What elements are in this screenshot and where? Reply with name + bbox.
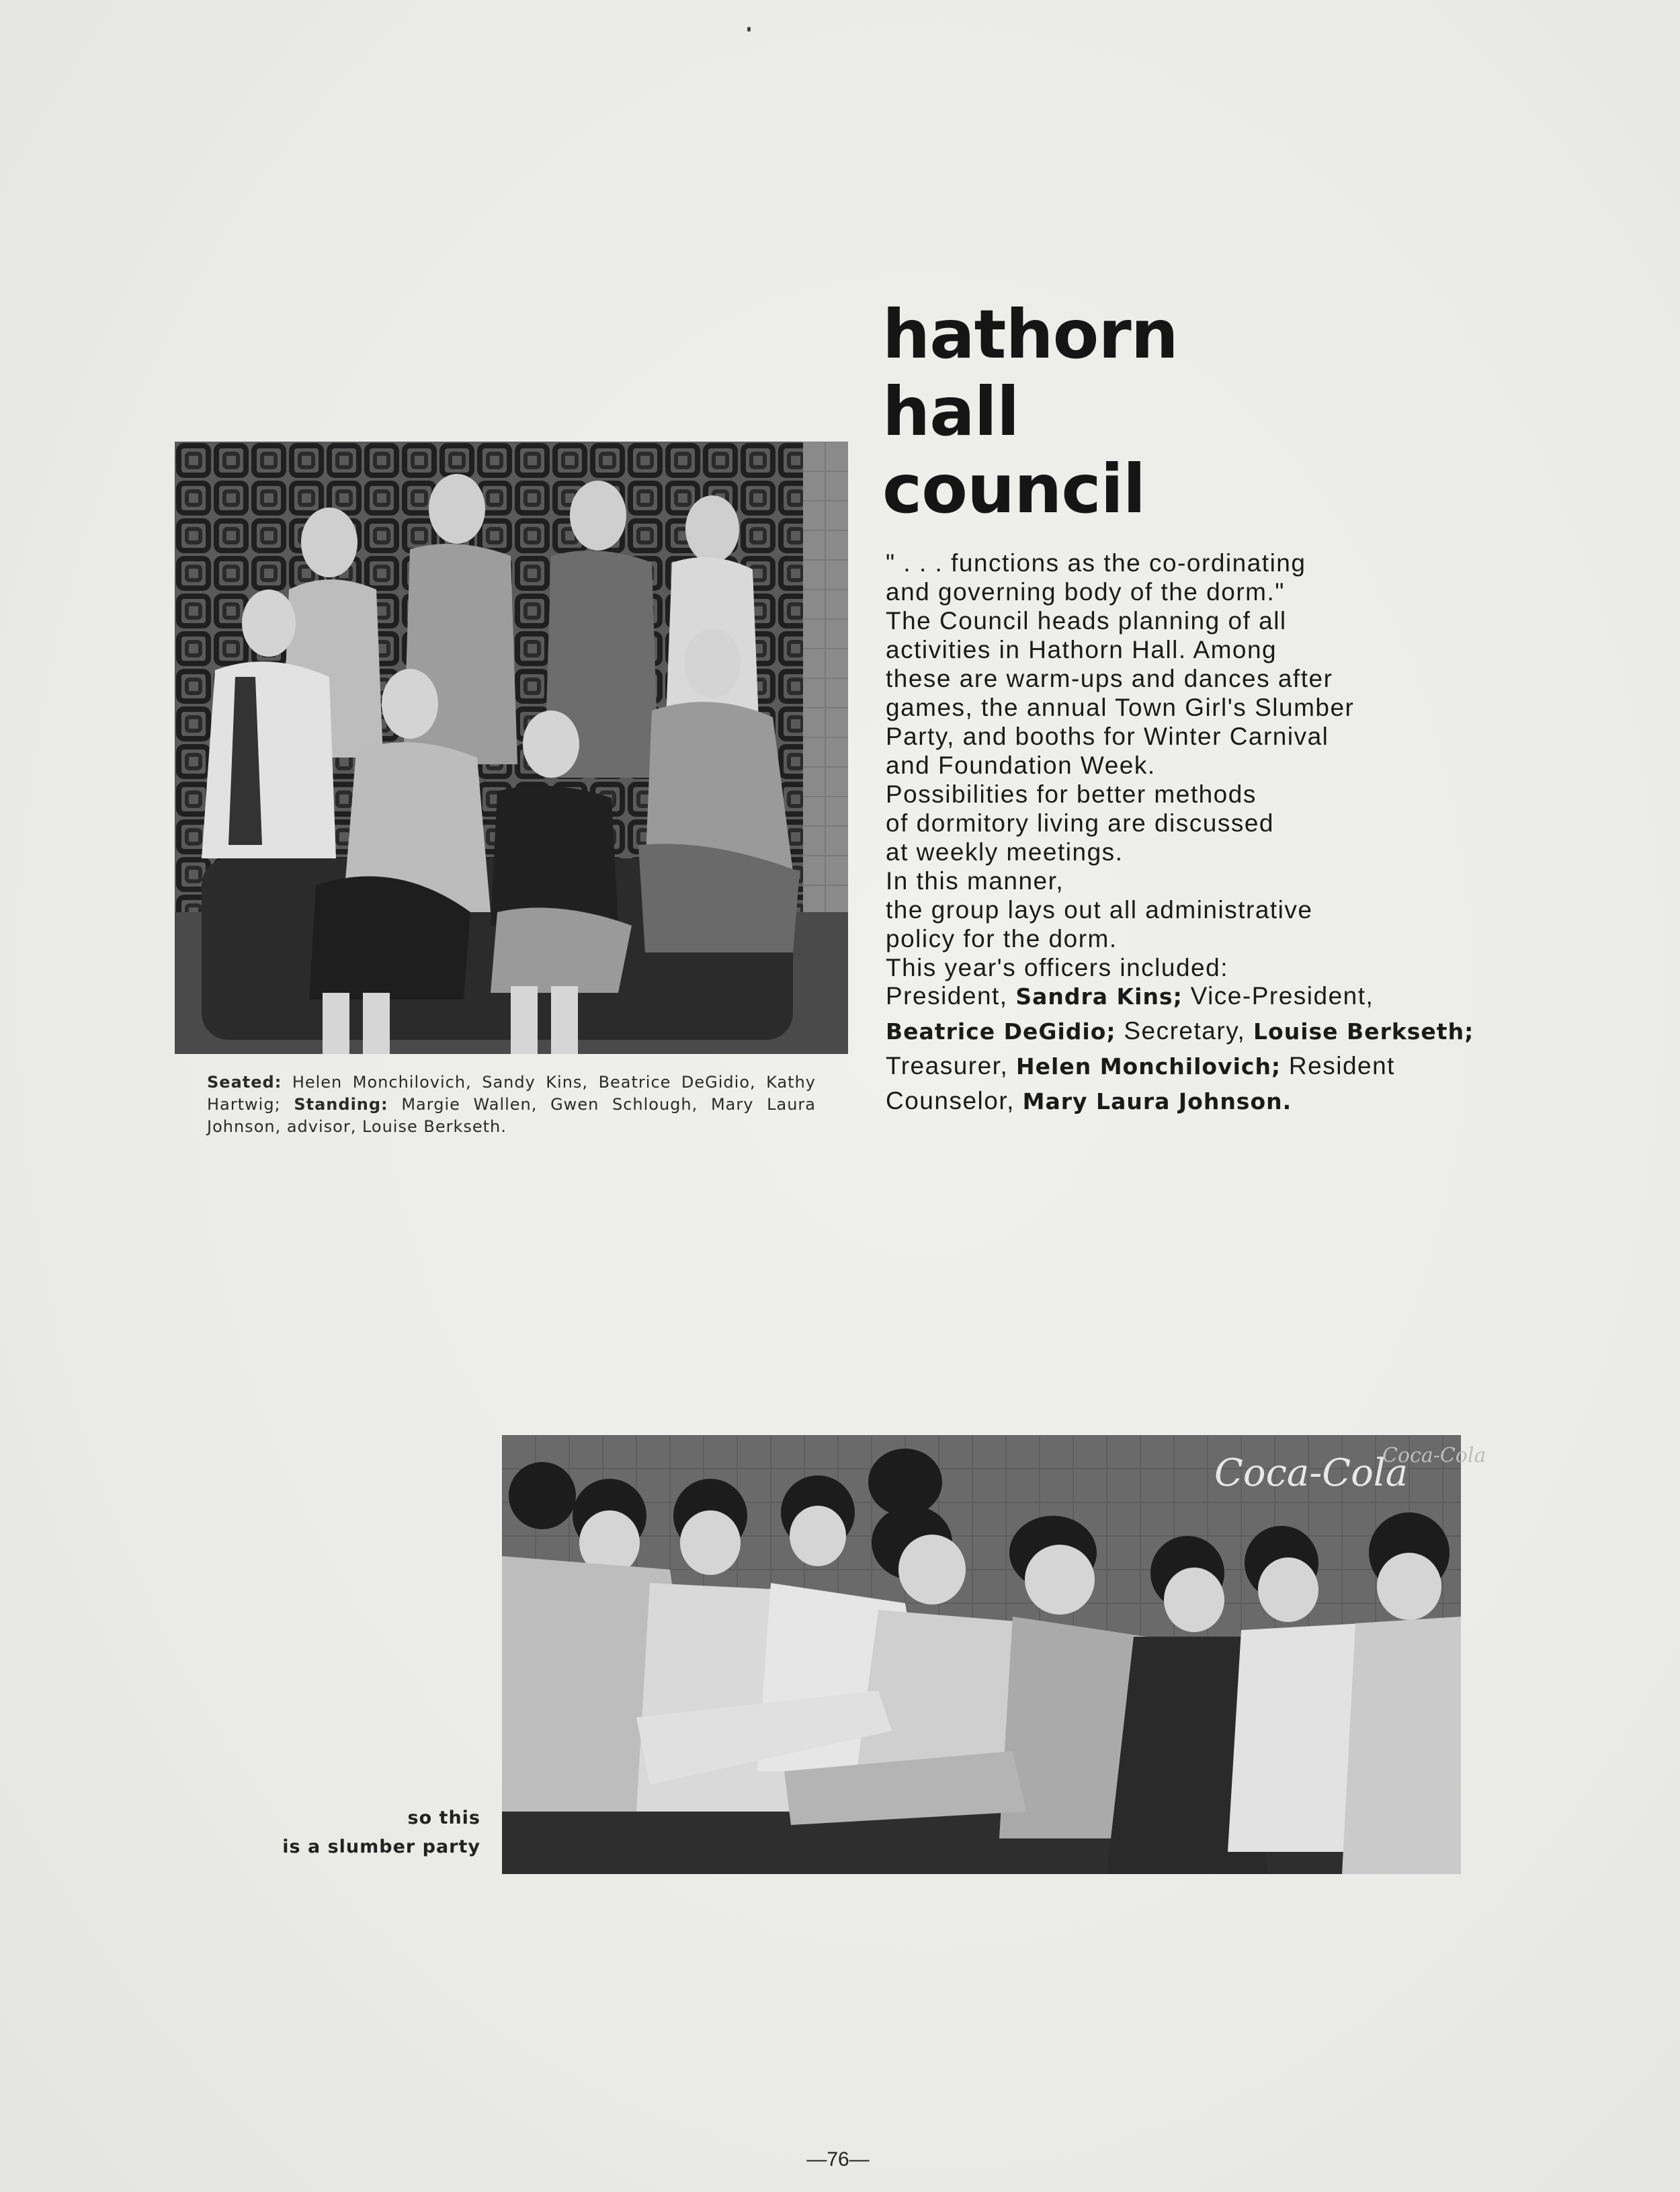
- description-line: activities in Hathorn Hall. Among: [886, 636, 1277, 663]
- officers-intro: This year's officers included:: [886, 954, 1228, 981]
- officer-name: Sandra Kins;: [1015, 983, 1183, 1010]
- description-line: games, the annual Town Girl's Slumber: [886, 694, 1355, 721]
- officer-name: Mary Laura Johnson.: [1022, 1088, 1292, 1114]
- slumber-photo-image: [502, 1435, 1486, 1874]
- page-title: [882, 296, 1353, 528]
- officer-role: Resident Counselor,: [886, 1052, 1395, 1114]
- officer-role: President,: [886, 982, 1008, 1010]
- description-text: [886, 549, 1477, 982]
- officers-list: [886, 979, 1477, 1119]
- description-line: Possibilities for better methods: [886, 780, 1257, 808]
- description-line: " . . . functions as the co-ordinating: [886, 549, 1306, 577]
- description-line: policy for the dorm.: [886, 925, 1118, 952]
- caption-standing-names: Margie Wallen, Gwen Schlough, Mary Laura Johnson, advisor, Louise Berkseth.: [207, 1095, 816, 1136]
- officer-name: Helen Monchilovich;: [1016, 1053, 1282, 1080]
- council-group-photo: [175, 442, 848, 1054]
- title-line: council: [882, 450, 1146, 528]
- caption-standing-label: Standing:: [294, 1095, 388, 1114]
- slumber-party-photo: [502, 1435, 1486, 1874]
- caption-line: is a slumber party: [282, 1836, 480, 1857]
- description-line: The Council heads planning of all: [886, 607, 1287, 635]
- description-line: In this manner,: [886, 867, 1064, 895]
- description-line: the group lays out all administrative: [886, 896, 1313, 924]
- council-photo-caption: [207, 1071, 816, 1138]
- coca-cola-sign-small: Coca-Cola: [1382, 1444, 1486, 1467]
- council-photo-image: [175, 442, 848, 1054]
- title-line: hall: [882, 372, 1019, 451]
- officer-role: Vice-President,: [1190, 982, 1374, 1010]
- description-line: these are warm-ups and dances after: [886, 665, 1333, 692]
- description-line: Party, and booths for Winter Carnival: [886, 723, 1329, 750]
- description-line: and Foundation Week.: [886, 752, 1156, 779]
- caption-seated-label: Seated:: [207, 1073, 282, 1092]
- description-line: at weekly meetings.: [886, 838, 1124, 866]
- coca-cola-sign: Coca-Cola: [1214, 1451, 1409, 1495]
- description-line: and governing body of the dorm.": [886, 578, 1285, 606]
- slumber-photo-caption: [212, 1803, 480, 1861]
- caption-line: so this: [407, 1808, 480, 1828]
- caption-seated-names: Helen Monchilovich, Sandy Kins, Beatrice DeGidio, Kathy Hartwig;: [207, 1073, 816, 1114]
- description-line: of dormitory living are discussed: [886, 809, 1274, 837]
- officer-role: Secretary,: [1124, 1017, 1246, 1045]
- officer-role: Treasurer,: [886, 1052, 1009, 1080]
- officer-name: Beatrice DeGidio;: [886, 1018, 1116, 1045]
- title-line: hathorn: [882, 295, 1178, 374]
- page-number: —76—: [806, 2148, 870, 2170]
- print-speck: [747, 27, 751, 32]
- officer-name: Louise Berkseth;: [1253, 1018, 1474, 1045]
